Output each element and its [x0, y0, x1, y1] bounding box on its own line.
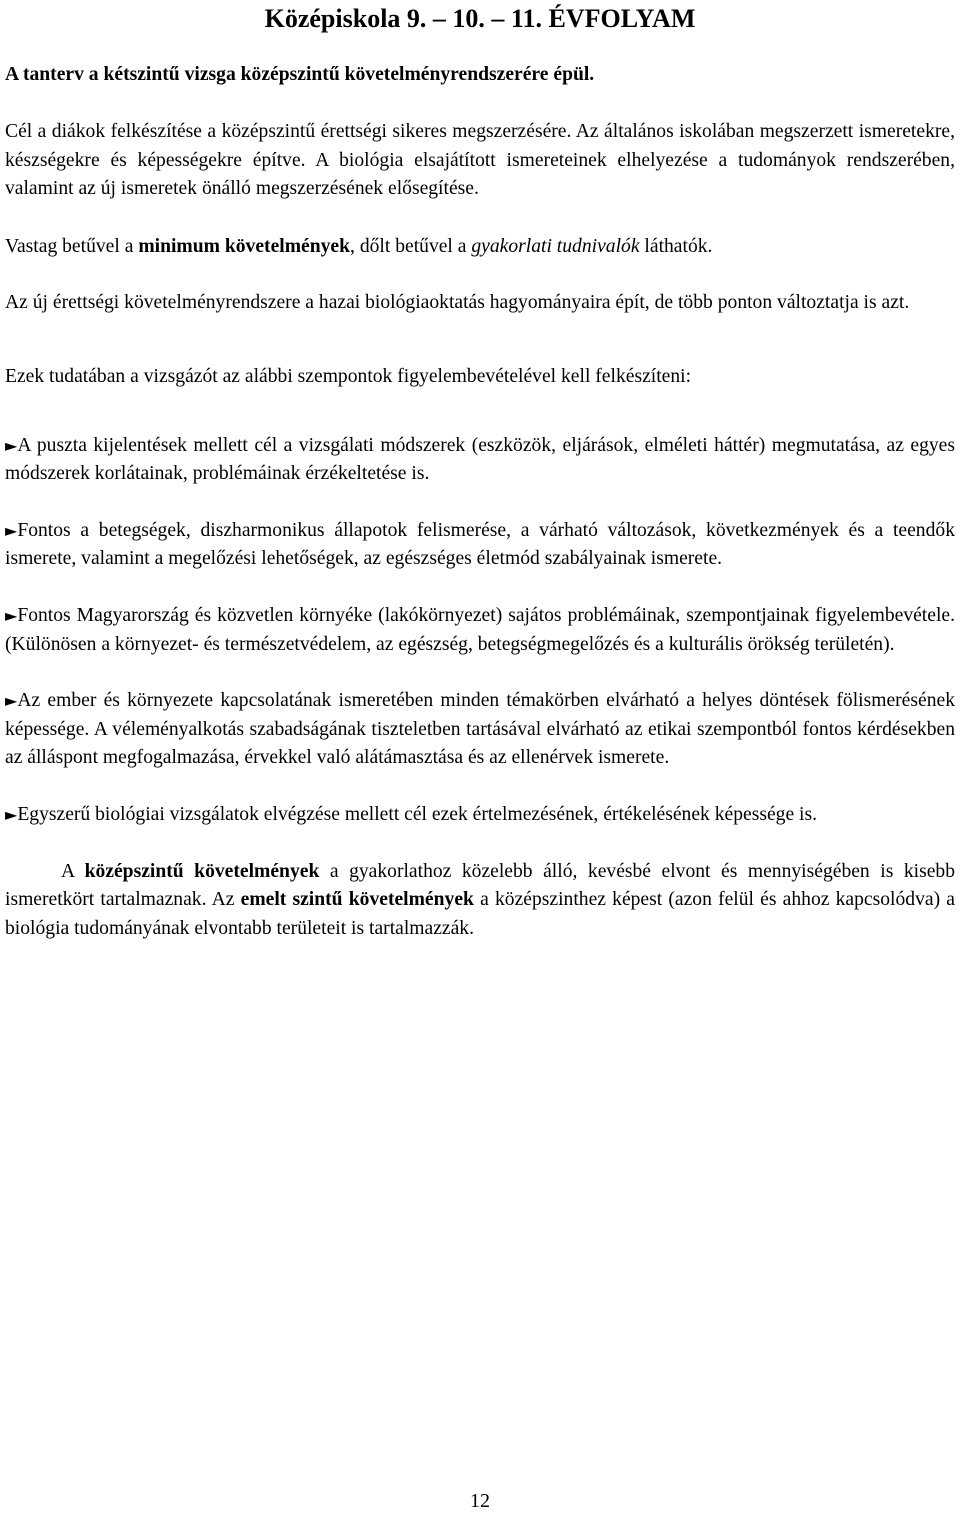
change-note-paragraph: Az új érettségi követelményrendszere a hazai biológiaoktatás hagyományaira épít, de több ponton változtatja is azt. — [5, 292, 910, 314]
legend-paragraph — [5, 233, 955, 262]
closing-text-2: a gyakorlathoz közelebb álló, kevésbé elvont és mennyiségében is kisebb ismeretkört tartalmaznak. Az — [5, 860, 955, 911]
bullet-arrow-icon: ► — [5, 520, 18, 540]
bullet-item — [5, 432, 955, 489]
legend-text-1: Vastag betűvel a — [5, 235, 139, 257]
bullet-item — [5, 687, 955, 773]
closing-text-1: A — [61, 860, 85, 882]
bullet-arrow-icon: ► — [5, 804, 18, 824]
bullet-text: Fontos a betegségek, diszharmonikus állapotok felismerése, a várható változások, következmények és a teendők ismerete, valamint a megelőzési lehetőségek, az egészséges életmód szabályainak ismerete. — [5, 519, 955, 570]
closing-paragraph — [5, 858, 955, 944]
bullet-arrow-icon: ► — [5, 691, 18, 711]
legend-italic-term: gyakorlati tudnivalók — [471, 235, 640, 257]
closing-bold-term-1: középszintű követelmények — [84, 860, 320, 882]
aspects-intro-paragraph: Ezek tudatában a vizsgázót az alábbi szempontok figyelembevételével kell felkészíteni: — [5, 365, 692, 387]
bullet-text: Egyszerű biológiai vizsgálatok elvégzése mellett cél ezek értelmezésének, értékelésének képessége is. — [17, 803, 818, 825]
legend-bold-term: minimum követelmények — [138, 235, 351, 257]
bullet-item — [5, 602, 955, 659]
closing-text-3: a középszinthez képest (azon felül és ahhoz kapcsolódva) a biológia tudományának elvontabb területeit is tartalmazzák. — [5, 889, 955, 939]
document-page — [5, 0, 955, 943]
curriculum-basis: A tanterv a kétszintű vizsga középszintű követelményrendszerére épül. — [5, 64, 595, 85]
bullet-item — [5, 801, 955, 830]
bullet-text: A puszta kijelentések mellett cél a vizsgálati módszerek (eszközök, eljárások, elméleti háttér) megmutatása, az egyes módszerek korlátainak, problémáinak érzékeltetése is. — [5, 434, 955, 485]
page-title: Középiskola 9. – 10. – 11. ÉVFOLYAM — [264, 4, 696, 33]
bullet-text: Az ember és környezete kapcsolatának ismeretében minden témakörben elvárható a helyes döntések fölismerésének képessége. A véleményalkotás szabadságának tiszteletben tartásával elvárható az etikai szempontból fontos kérdésekben az álláspont megfogalmazása, érvekkel való alátámasztása és az ellenérvek ismerete. — [5, 690, 955, 769]
page-number: 12 — [470, 1490, 490, 1512]
legend-text-2: , dőlt betűvel a — [350, 235, 472, 257]
bullet-arrow-icon: ► — [5, 435, 18, 455]
legend-text-3: láthatók. — [639, 235, 713, 257]
intro-paragraph: Cél a diákok felkészítése a középszintű érettségi sikeres megszerzésére. Az általános iskolában megszerzett ismeretekre, készségekre és képességekre építve. A biológia elsajátított ismereteinek elhelyezése a tudományok rendszerében, valamint az új ismeretek önálló megszerzésének elősegítése. — [5, 121, 955, 200]
bullet-item — [5, 517, 955, 574]
closing-bold-term-2: emelt szintű követelmények — [240, 889, 474, 911]
bullet-arrow-icon: ► — [5, 605, 18, 625]
bullet-text: Fontos Magyarország és közvetlen környéke (lakókörnyezet) sajátos problémáinak, szempontjainak figyelembevétele. (Különösen a környezet- és természetvédelem, az egészség, betegségmegelőzés és a kulturális örökség területén). — [5, 604, 955, 655]
